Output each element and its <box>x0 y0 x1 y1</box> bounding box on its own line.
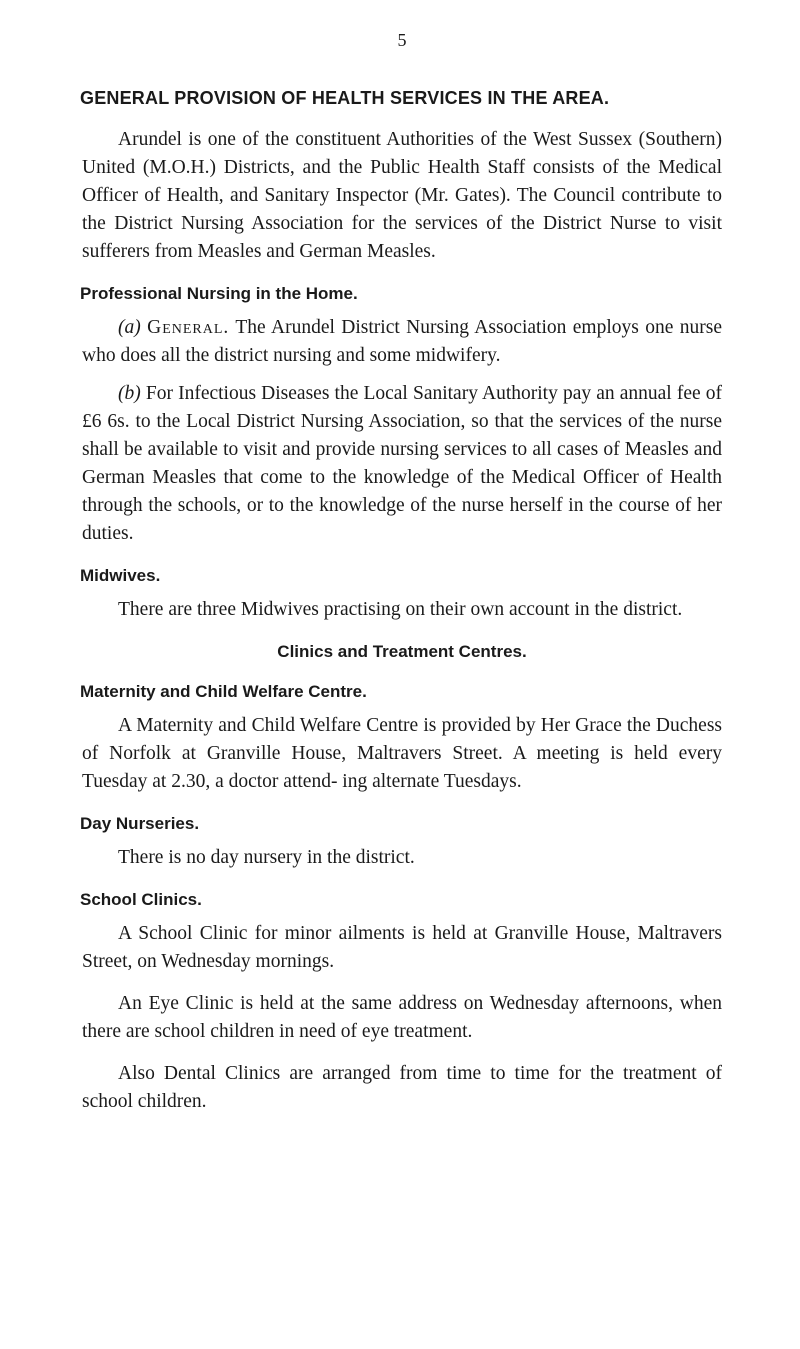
page-number: 5 <box>397 30 407 50</box>
nurseries-paragraph: There is no day nursery in the district. <box>118 847 415 868</box>
item-b-text: For Infectious Diseases the Local Sanitary Authority pay an annual fee of £6 6s. to the Local District Nursing Association, so that the services of the nurse shall be available to visit and provide nursing services to all cases of Measles and German Measles that come to the knowledge of the Medical Officer of Health through the schools, or to the knowledge of the nurse herself in the course of her duties. <box>82 383 723 544</box>
item-a-text: The Arundel District Nursing Association employs one nurse who does all the district nursing and some midwifery. <box>82 317 722 366</box>
item-a-label: (a) <box>118 317 141 338</box>
nursing-infectious-paragraph <box>82 380 722 548</box>
clinics-heading: Clinics and Treatment Centres. <box>277 642 527 661</box>
nursing-heading: Professional Nursing in the Home. <box>80 284 358 303</box>
dental-clinic-paragraph: Also Dental Clinics are arranged from time to time for the treatment of school children. <box>82 1063 722 1112</box>
eye-clinic-paragraph: An Eye Clinic is held at the same address on Wednesday afternoons, when there are school children in need of eye treatment. <box>82 993 722 1042</box>
school-clinic-paragraph: A School Clinic for minor ailments is held at Granville House, Maltravers Street, on Wednesday mornings. <box>82 923 722 972</box>
nurseries-heading: Day Nurseries. <box>80 814 200 833</box>
general-caps: General. <box>147 317 230 338</box>
nursing-general-paragraph <box>82 314 722 370</box>
midwives-heading: Midwives. <box>80 566 161 585</box>
document-page <box>82 30 722 1130</box>
maternity-heading: Maternity and Child Welfare Centre. <box>80 682 367 701</box>
maternity-paragraph: A Maternity and Child Welfare Centre is provided by Her Grace the Duchess of Norfolk at Granville House, Maltravers Street. A meeting is held every Tuesday at 2.30, a doctor attend- ing alternate Tuesdays. <box>82 715 722 792</box>
page-title: GENERAL PROVISION OF HEALTH SERVICES IN THE AREA. <box>80 88 610 108</box>
item-b-label: (b) <box>118 383 141 404</box>
intro-paragraph: Arundel is one of the constituent Authorities of the West Sussex (Southern) United (M.O.H.) Districts, and the Public Health Staff consists of the Medical Officer of Health, and Sanitary Inspector (Mr. Gates). The Council contribute to the District Nursing Association for the services of the District Nurse to visit sufferers from Measles and German Measles. <box>82 129 722 262</box>
midwives-paragraph: There are three Midwives practising on their own account in the district. <box>118 599 683 620</box>
school-clinics-heading: School Clinics. <box>80 890 202 909</box>
